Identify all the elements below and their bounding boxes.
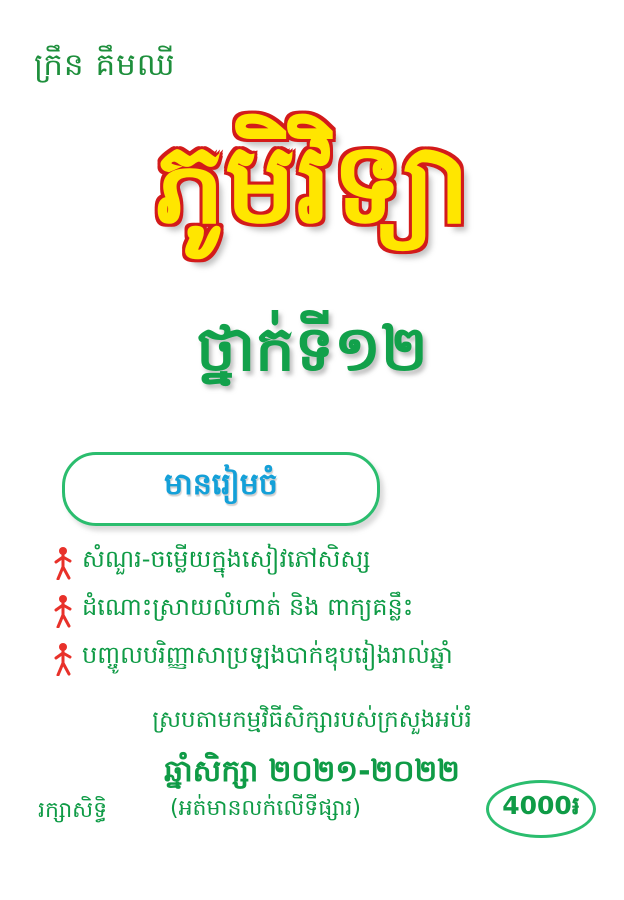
contents-banner — [62, 452, 380, 526]
contents-banner-label: មានរៀមចំ — [164, 467, 278, 502]
grade-level: ថ្នាក់ទី១២ — [196, 312, 428, 385]
price-value: 4000៛ — [502, 791, 580, 820]
person-bullet-icon — [52, 642, 74, 676]
list-item-label: ដំណោះស្រាយលំហាត់ និង ពាក្យគន្លឹះ — [82, 593, 414, 621]
list-item-label: បញ្ចូលបរិញ្ញាសាប្រឡងបាក់ឌុបរៀងរាល់ឆ្នាំ — [82, 641, 453, 669]
list-item — [52, 592, 590, 628]
person-bullet-icon — [52, 546, 74, 580]
price-badge — [486, 780, 596, 838]
list-item — [52, 544, 590, 580]
person-bullet-icon — [52, 594, 74, 628]
author-name: ក្រឹន គឹមឈី — [34, 47, 176, 83]
copyright-label: រក្សាសិទ្ធិ — [38, 798, 108, 823]
list-item-label: សំណួរ-ចម្លើយក្នុងសៀវភៅសិស្ស — [82, 545, 371, 573]
curriculum-note: ស្របតាមកម្មវិធីសិក្សារបស់ក្រសួងអប់រំ — [152, 707, 472, 733]
copyright-note: (អត់មានលក់លើទីផ្សារ) — [170, 796, 361, 821]
list-item — [52, 640, 590, 676]
book-title: ភូមិវិទ្យា — [153, 119, 471, 249]
table-of-contents — [52, 544, 590, 688]
academic-year: ឆ្នាំសិក្សា ២០២១-២០២២ — [164, 754, 460, 789]
